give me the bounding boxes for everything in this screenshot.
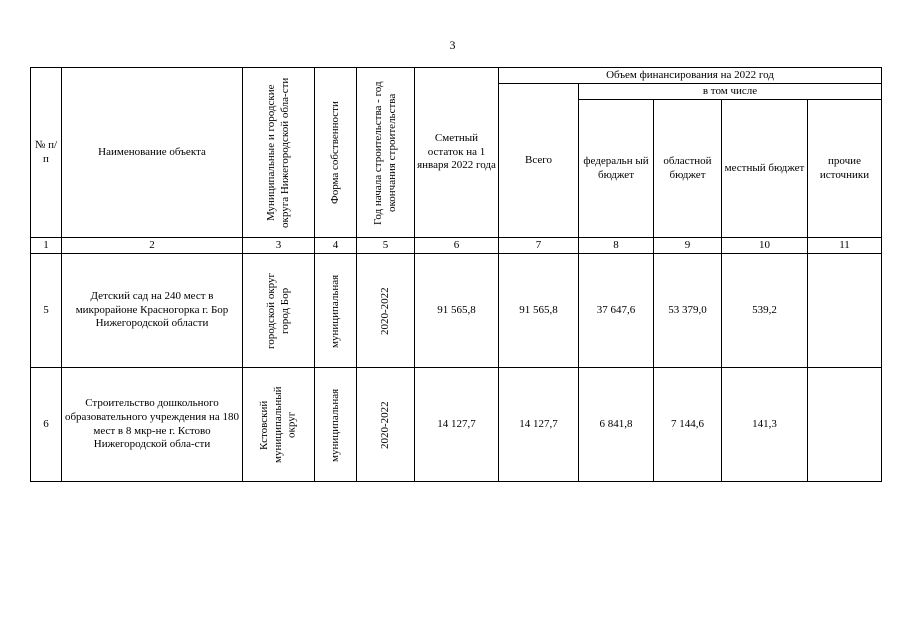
header-financing: Объем финансирования на 2022 год xyxy=(499,68,882,84)
header-years xyxy=(357,68,415,238)
table-row xyxy=(31,254,882,368)
header-ownership-text: Форма собственности xyxy=(328,101,341,204)
row-ownership-text: муниципальная xyxy=(328,273,341,348)
row-other xyxy=(808,254,882,368)
row-municipality-text: Кстовский муниципальный округ xyxy=(257,386,298,463)
row-local: 539,2 xyxy=(722,254,808,368)
header-municipality xyxy=(243,68,315,238)
header-other: прочие источники xyxy=(808,100,882,238)
row-federal: 37 647,6 xyxy=(579,254,654,368)
column-number-row xyxy=(31,238,882,254)
header-local: местный бюджет xyxy=(722,100,808,238)
header-regional: областной бюджет xyxy=(654,100,722,238)
row-regional: 7 144,6 xyxy=(654,368,722,482)
header-federal: федеральн ый бюджет xyxy=(579,100,654,238)
header-estimate: Сметный остаток на 1 января 2022 года xyxy=(415,68,499,238)
row-local: 141,3 xyxy=(722,368,808,482)
row-num: 6 xyxy=(31,368,62,482)
row-num: 5 xyxy=(31,254,62,368)
header-years-text: Год начала строительства - год окончания строительства xyxy=(371,80,398,225)
row-municipality xyxy=(243,254,315,368)
col-num-2: 2 xyxy=(62,238,243,254)
row-ownership-text: муниципальная xyxy=(328,387,341,462)
financing-table xyxy=(30,67,882,482)
row-municipality xyxy=(243,368,315,482)
col-num-6: 6 xyxy=(415,238,499,254)
col-num-7: 7 xyxy=(499,238,579,254)
row-estimate: 91 565,8 xyxy=(415,254,499,368)
row-estimate: 14 127,7 xyxy=(415,368,499,482)
row-total: 14 127,7 xyxy=(499,368,579,482)
table-row xyxy=(31,368,882,482)
row-other xyxy=(808,368,882,482)
page-number: 3 xyxy=(449,38,456,52)
header-ownership xyxy=(315,68,357,238)
col-num-9: 9 xyxy=(654,238,722,254)
row-ownership xyxy=(315,368,357,482)
col-num-5: 5 xyxy=(357,238,415,254)
row-years-text: 2020-2022 xyxy=(378,400,391,449)
row-regional: 53 379,0 xyxy=(654,254,722,368)
col-num-4: 4 xyxy=(315,238,357,254)
row-name: Детский сад на 240 мест в микрорайоне Красногорка г. Бор Нижегородской области xyxy=(62,254,243,368)
row-years xyxy=(357,254,415,368)
header-municipality-text: Муниципальные и городские округа Нижегородской обла-сти xyxy=(264,77,291,228)
row-federal: 6 841,8 xyxy=(579,368,654,482)
col-num-8: 8 xyxy=(579,238,654,254)
row-years xyxy=(357,368,415,482)
col-num-10: 10 xyxy=(722,238,808,254)
col-num-1: 1 xyxy=(31,238,62,254)
row-total: 91 565,8 xyxy=(499,254,579,368)
header-including: в том числе xyxy=(579,84,882,100)
row-ownership xyxy=(315,254,357,368)
header-name: Наименование объекта xyxy=(62,68,243,238)
col-num-11: 11 xyxy=(808,238,882,254)
col-num-3: 3 xyxy=(243,238,315,254)
row-years-text: 2020-2022 xyxy=(378,286,391,335)
row-municipality-text: городской округ город Бор xyxy=(264,272,291,349)
header-num: № п/п xyxy=(31,68,62,238)
row-name: Строительство дошкольного образовательного учреждения на 180 мест в 8 мкр-не г. Кстово Нижегородской обла-сти xyxy=(62,368,243,482)
header-total: Всего xyxy=(499,84,579,238)
